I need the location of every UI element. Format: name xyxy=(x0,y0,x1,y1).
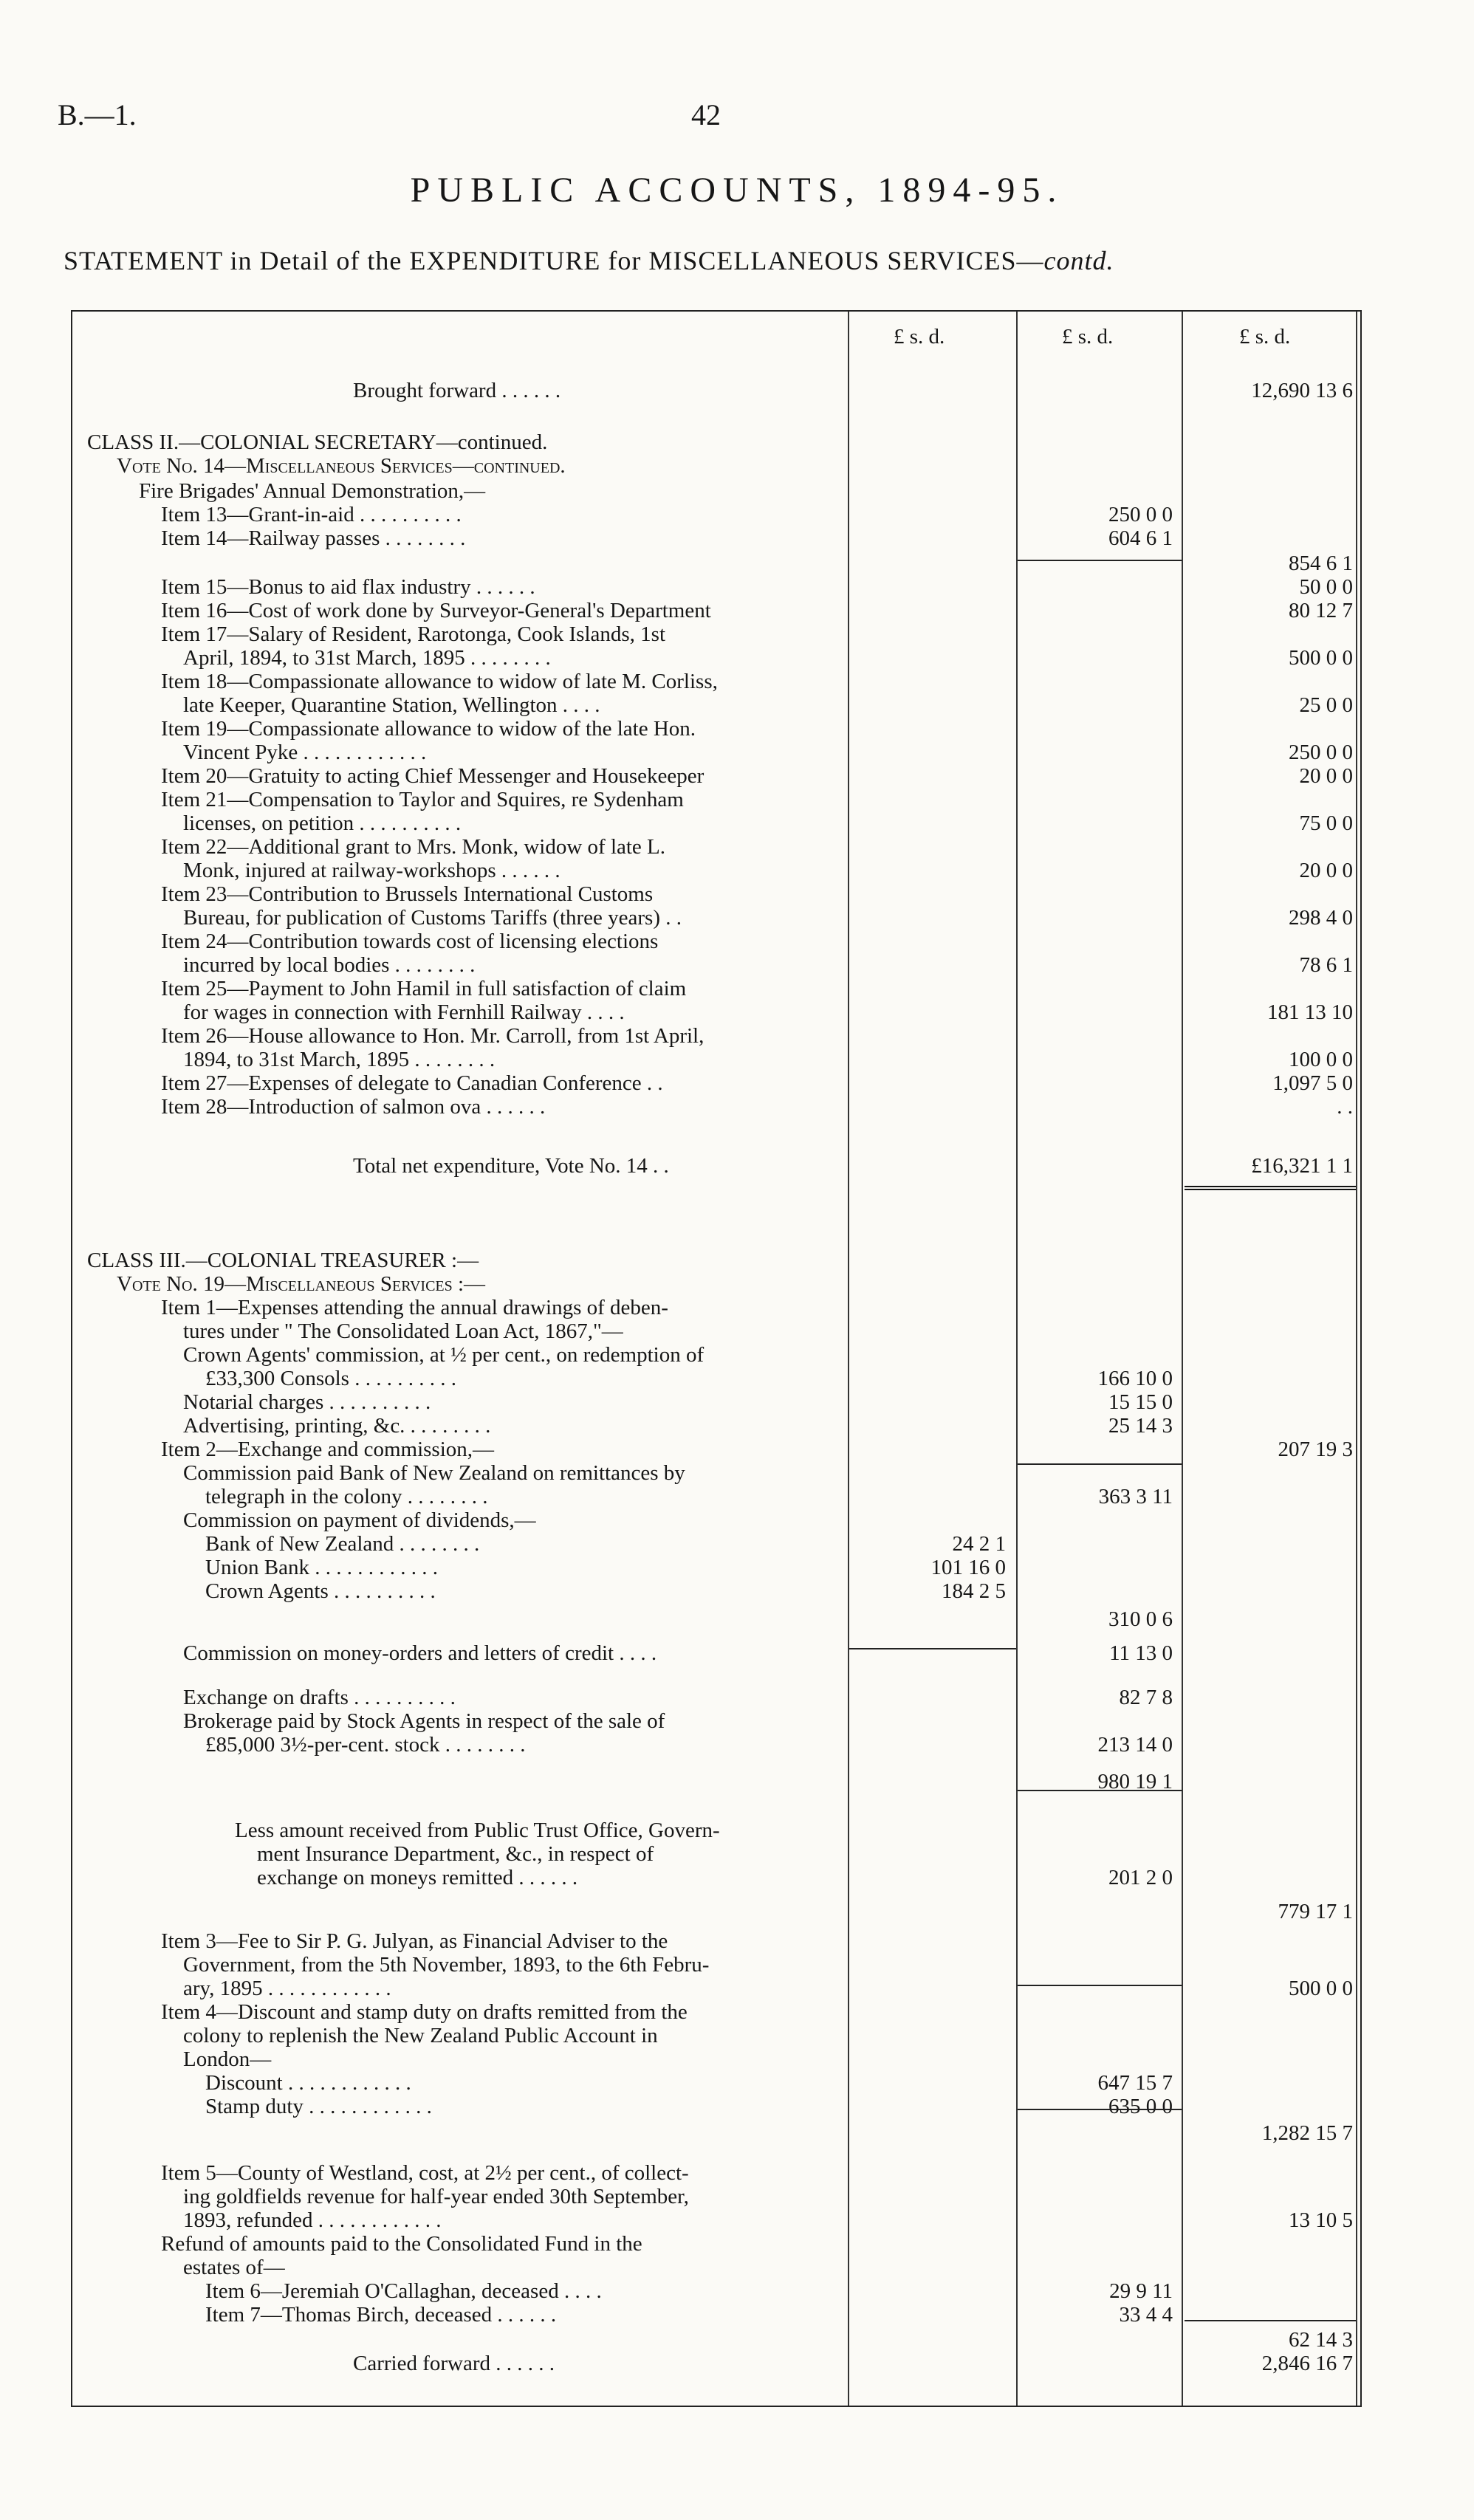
amount-c1: 24 2 1 xyxy=(952,1532,1006,1556)
table-row xyxy=(72,1023,1360,1048)
table-row xyxy=(72,645,1360,670)
table-row xyxy=(72,1000,1360,1025)
table-row xyxy=(72,1641,1360,1666)
amount-c2: 647 15 7 xyxy=(1097,2071,1173,2095)
row-description: licenses, on petition . . . . . . . . . . xyxy=(183,811,462,835)
table-row xyxy=(72,1295,1360,1320)
amount-c3: 207 19 3 xyxy=(1278,1438,1353,1461)
row-description: exchange on moneys remitted . . . . . . xyxy=(257,1866,578,1889)
table-row xyxy=(72,2255,1360,2280)
amount-c2: 166 10 0 xyxy=(1097,1367,1173,1390)
sum-rule xyxy=(1018,1463,1182,1465)
amount-c3: 75 0 0 xyxy=(1299,811,1353,835)
amount-c3: 250 0 0 xyxy=(1289,741,1353,764)
amount-c2: 363 3 11 xyxy=(1098,1485,1173,1508)
row-description: Item 14—Railway passes . . . . . . . . xyxy=(161,526,466,550)
amount-c2: 33 4 4 xyxy=(1119,2303,1173,2327)
row-description: tures under " The Consolidated Loan Act, 1867,"— xyxy=(183,1319,623,1343)
row-description: Item 28—Introduction of salmon ova . . . . . . xyxy=(161,1095,546,1119)
table-row xyxy=(72,1999,1360,2025)
amount-c1: 184 2 5 xyxy=(942,1579,1006,1603)
table-row xyxy=(72,1366,1360,1391)
amount-c3: 25 0 0 xyxy=(1299,693,1353,717)
table-row xyxy=(72,834,1360,859)
page-title: PUBLIC ACCOUNTS, 1894-95. xyxy=(410,171,1064,210)
row-description: Item 1—Expenses attending the annual drawings of deben- xyxy=(161,1296,668,1319)
amount-c2: 25 14 3 xyxy=(1108,1414,1173,1438)
row-description: Item 25—Payment to John Hamil in full satisfaction of claim xyxy=(161,977,687,1000)
subtitle-contd-text: contd. xyxy=(1043,246,1114,275)
page-reference: B.—1. xyxy=(58,98,137,131)
amount-c1: 101 16 0 xyxy=(930,1556,1006,1579)
row-description: Vote No. 14—Miscellaneous Services—continued. xyxy=(117,454,566,478)
row-description: 1893, refunded . . . . . . . . . . . . xyxy=(183,2208,442,2232)
amount-c3: 20 0 0 xyxy=(1299,764,1353,788)
table-row xyxy=(72,430,1360,455)
table-row xyxy=(72,2302,1360,2327)
row-description: Item 24—Contribution towards cost of licensing elections xyxy=(161,930,659,953)
table-row xyxy=(72,1929,1360,1954)
row-description: estates of— xyxy=(183,2256,285,2279)
statement-subtitle xyxy=(64,245,1114,276)
table-row xyxy=(72,1709,1360,1734)
table-row xyxy=(72,1271,1360,1297)
row-description: Brokerage paid by Stock Agents in respect of the sale of xyxy=(183,1709,665,1733)
table-row xyxy=(72,1841,1360,1867)
table-row xyxy=(72,1899,1360,1924)
table-row xyxy=(72,1413,1360,1438)
table-row xyxy=(72,2160,1360,2186)
row-description: ary, 1895 . . . . . . . . . . . . xyxy=(183,1977,391,2000)
amount-c3: 1,097 5 0 xyxy=(1272,1071,1353,1095)
table-row xyxy=(72,669,1360,694)
row-description: Fire Brigades' Annual Demonstration,— xyxy=(139,479,486,503)
column-header-2: £ s. d. xyxy=(1062,325,1114,349)
sum-rule xyxy=(849,1648,1016,1649)
row-description: colony to replenish the New Zealand Public Account in xyxy=(183,2024,658,2047)
table-row xyxy=(72,2121,1360,2146)
row-description: Item 5—County of Westland, cost, at 2½ per cent., of collect- xyxy=(161,2161,689,2185)
table-row xyxy=(72,1555,1360,1580)
table-row xyxy=(72,1071,1360,1096)
row-description: Total net expenditure, Vote No. 14 . . xyxy=(353,1154,669,1178)
table-row xyxy=(72,2208,1360,2233)
table-row xyxy=(72,574,1360,600)
row-description: Commission on money-orders and letters of credit . . . . xyxy=(183,1641,657,1665)
column-header-1: £ s. d. xyxy=(894,325,945,349)
table-row xyxy=(72,1248,1360,1273)
amount-c3: 20 0 0 xyxy=(1299,859,1353,882)
table-row xyxy=(72,1865,1360,1890)
table-row xyxy=(72,1437,1360,1462)
row-description: Item 17—Salary of Resident, Rarotonga, Cook Islands, 1st xyxy=(161,622,666,646)
amount-c3: . . xyxy=(1337,1095,1353,1119)
row-description: Item 26—House allowance to Hon. Mr. Carroll, from 1st April, xyxy=(161,1024,705,1048)
table-row xyxy=(72,2351,1360,2376)
row-description: Crown Agents . . . . . . . . . . xyxy=(205,1579,436,1603)
table-row xyxy=(72,378,1360,403)
row-description: for wages in connection with Fernhill Railway . . . . xyxy=(183,1000,625,1024)
table-row xyxy=(72,2279,1360,2304)
amount-c3: 779 17 1 xyxy=(1278,1900,1353,1923)
row-description: Item 18—Compassionate allowance to widow of late M. Corliss, xyxy=(161,670,718,693)
row-description: CLASS II.—COLONIAL SECRETARY—continued. xyxy=(87,430,548,454)
amount-c3: 62 14 3 xyxy=(1289,2328,1353,2352)
amount-c3: 12,690 13 6 xyxy=(1251,379,1353,402)
row-description: Exchange on drafts . . . . . . . . . . xyxy=(183,1686,456,1709)
row-description: Item 4—Discount and stamp duty on drafts remitted from the xyxy=(161,2000,688,2024)
row-description: £85,000 3½-per-cent. stock . . . . . . . . xyxy=(205,1733,526,1757)
row-description: Refund of amounts paid to the Consolidated Fund in the xyxy=(161,2232,642,2256)
amount-c2: 604 6 1 xyxy=(1108,526,1173,550)
table-row xyxy=(72,2047,1360,2072)
row-description: Item 19—Compassionate allowance to widow of the late Hon. xyxy=(161,717,696,741)
table-row xyxy=(72,1579,1360,1604)
table-row xyxy=(72,2070,1360,2095)
total-double-rule xyxy=(1185,1186,1356,1190)
amount-c3: 78 6 1 xyxy=(1299,953,1353,977)
row-description: telegraph in the colony . . . . . . . . xyxy=(205,1485,488,1508)
amount-c2: 310 0 6 xyxy=(1108,1607,1173,1631)
table-row xyxy=(72,1342,1360,1367)
table-row xyxy=(72,2231,1360,2256)
table-row xyxy=(72,693,1360,718)
row-description: ment Insurance Department, &c., in respect of xyxy=(257,1842,654,1866)
row-description: incurred by local bodies . . . . . . . . xyxy=(183,953,476,977)
table-row xyxy=(72,1047,1360,1072)
table-row xyxy=(72,811,1360,836)
row-description: Crown Agents' commission, at ½ per cent., on redemption of xyxy=(183,1343,705,1367)
table-row xyxy=(72,858,1360,883)
row-description: £33,300 Consols . . . . . . . . . . xyxy=(205,1367,456,1390)
table-row xyxy=(72,905,1360,930)
row-description: CLASS III.—COLONIAL TREASURER :— xyxy=(87,1249,479,1272)
page-number: 42 xyxy=(691,98,721,131)
amount-c3: 2,846 16 7 xyxy=(1261,2352,1353,2375)
amount-c3: 181 13 10 xyxy=(1267,1000,1353,1024)
amount-c3: 854 6 1 xyxy=(1289,552,1353,575)
table-row xyxy=(72,1976,1360,2001)
amount-c3: 500 0 0 xyxy=(1289,646,1353,670)
amount-c3: 13 10 5 xyxy=(1289,2208,1353,2232)
subtitle-text: STATEMENT in Detail of the EXPENDITURE for MISCELLANEOUS SERVICES— xyxy=(64,246,1044,275)
table-row xyxy=(72,502,1360,527)
row-description: Commission paid Bank of New Zealand on remittances by xyxy=(183,1461,685,1485)
table-row xyxy=(72,1390,1360,1415)
row-description: Government, from the 5th November, 1893, to the 6th Febru- xyxy=(183,1953,710,1977)
table-row xyxy=(72,598,1360,623)
amount-c3: 80 12 7 xyxy=(1289,599,1353,622)
amount-c2: 11 13 0 xyxy=(1109,1641,1173,1665)
table-row xyxy=(72,1094,1360,1119)
row-description: late Keeper, Quarantine Station, Wellington . . . . xyxy=(183,693,600,717)
row-description: Item 6—Jeremiah O'Callaghan, deceased . . . . xyxy=(205,2279,602,2303)
row-description: April, 1894, to 31st March, 1895 . . . . . . . . xyxy=(183,646,551,670)
table-row xyxy=(72,1685,1360,1710)
amount-c3: 1,282 15 7 xyxy=(1261,2121,1353,2145)
table-row xyxy=(72,2184,1360,2209)
table-row xyxy=(72,453,1360,478)
row-description: Item 23—Contribution to Brussels International Customs xyxy=(161,882,654,906)
row-description: Bank of New Zealand . . . . . . . . xyxy=(205,1532,480,1556)
row-description: Item 7—Thomas Birch, deceased . . . . . . xyxy=(205,2303,557,2327)
row-description: Brought forward . . . . . . xyxy=(353,379,561,402)
table-row xyxy=(72,1818,1360,1843)
row-description: 1894, to 31st March, 1895 . . . . . . . . xyxy=(183,1048,496,1071)
row-description: Discount . . . . . . . . . . . . xyxy=(205,2071,411,2095)
amount-c3: 50 0 0 xyxy=(1299,575,1353,599)
amount-c2: 250 0 0 xyxy=(1108,503,1173,526)
table-row xyxy=(72,1508,1360,1533)
table-row xyxy=(72,929,1360,954)
row-description: London— xyxy=(183,2047,272,2071)
table-row xyxy=(72,1732,1360,1757)
amount-c3: 500 0 0 xyxy=(1289,1977,1353,2000)
amount-c2: 29 9 11 xyxy=(1109,2279,1173,2303)
table-row xyxy=(72,787,1360,812)
amount-c2: 213 14 0 xyxy=(1097,1733,1173,1757)
amount-c3: £16,321 1 1 xyxy=(1251,1154,1353,1178)
sum-rule xyxy=(1018,2109,1182,2110)
amount-c3: 100 0 0 xyxy=(1289,1048,1353,1071)
table-row xyxy=(72,1319,1360,1344)
amount-c2: 82 7 8 xyxy=(1119,1686,1173,1709)
table-row xyxy=(72,716,1360,741)
table-row xyxy=(72,478,1360,504)
row-description: Vote No. 19—Miscellaneous Services :— xyxy=(117,1272,486,1296)
table-row xyxy=(72,882,1360,907)
row-description: Item 2—Exchange and commission,— xyxy=(161,1438,495,1461)
table-row xyxy=(72,2023,1360,2048)
row-description: Less amount received from Public Trust Office, Govern- xyxy=(235,1819,720,1842)
amount-c2: 635 0 0 xyxy=(1108,2095,1173,2118)
row-description: Carried forward . . . . . . xyxy=(353,2352,555,2375)
table-row xyxy=(72,1952,1360,1977)
table-row xyxy=(72,526,1360,551)
row-description: Item 21—Compensation to Taylor and Squires, re Sydenham xyxy=(161,788,684,811)
row-description: Item 27—Expenses of delegate to Canadian Conference . . xyxy=(161,1071,663,1095)
row-description: Item 20—Gratuity to acting Chief Messenger and Housekeeper xyxy=(161,764,705,788)
row-description: Item 3—Fee to Sir P. G. Julyan, as Financial Adviser to the xyxy=(161,1929,668,1953)
table-row xyxy=(72,952,1360,978)
row-description: Commission on payment of dividends,— xyxy=(183,1508,536,1532)
table-row xyxy=(72,1531,1360,1556)
row-description: Vincent Pyke . . . . . . . . . . . . xyxy=(183,741,427,764)
amount-c3: 298 4 0 xyxy=(1289,906,1353,930)
sum-rule xyxy=(1018,1985,1182,1986)
row-description: Stamp duty . . . . . . . . . . . . xyxy=(205,2095,432,2118)
table-row xyxy=(72,763,1360,789)
row-description: Advertising, printing, &c. . . . . . . . . xyxy=(183,1414,491,1438)
table-row xyxy=(72,622,1360,647)
table-row xyxy=(72,740,1360,765)
table-row xyxy=(72,976,1360,1001)
table-row xyxy=(72,1484,1360,1509)
table-row xyxy=(72,551,1360,576)
table-row xyxy=(72,2094,1360,2119)
sum-rule xyxy=(1018,1790,1182,1791)
row-description: Bureau, for publication of Customs Tariffs (three years) . . xyxy=(183,906,682,930)
table-row xyxy=(72,2327,1360,2352)
row-description: Item 13—Grant-in-aid . . . . . . . . . . xyxy=(161,503,462,526)
amount-c2: 980 19 1 xyxy=(1097,1770,1173,1793)
row-description: ing goldfields revenue for half-year ended 30th September, xyxy=(183,2185,689,2208)
row-description: Monk, injured at railway-workshops . . . . . . xyxy=(183,859,561,882)
row-description: Union Bank . . . . . . . . . . . . xyxy=(205,1556,438,1579)
table-row xyxy=(72,1607,1360,1632)
row-description: Notarial charges . . . . . . . . . . xyxy=(183,1390,431,1414)
row-description: Item 15—Bonus to aid flax industry . . . . . . xyxy=(161,575,535,599)
table-row xyxy=(72,1153,1360,1178)
amount-c2: 201 2 0 xyxy=(1108,1866,1173,1889)
column-header-3: £ s. d. xyxy=(1239,325,1291,349)
sum-rule xyxy=(1185,2320,1356,2321)
sum-rule xyxy=(1018,560,1182,561)
amount-c2: 15 15 0 xyxy=(1108,1390,1173,1414)
expenditure-table xyxy=(71,310,1362,2407)
row-description: Item 22—Additional grant to Mrs. Monk, widow of late L. xyxy=(161,835,666,859)
row-description: Item 16—Cost of work done by Surveyor-General's Department xyxy=(161,599,711,622)
